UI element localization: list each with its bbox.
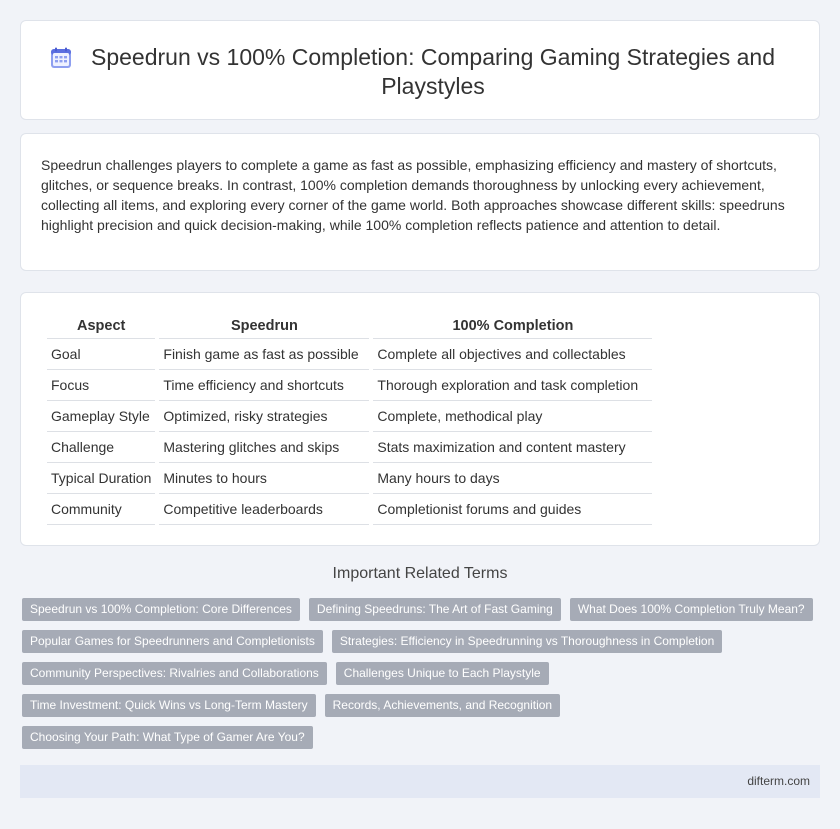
page-title: Speedrun vs 100% Completion: Comparing Gaming Strategies and Playstyles bbox=[91, 44, 775, 99]
related-term-link[interactable]: Time Investment: Quick Wins vs Long-Term Mastery bbox=[22, 694, 316, 717]
comparison-table bbox=[43, 312, 656, 525]
table-cell: Finish game as fast as possible bbox=[159, 339, 369, 370]
table-cell: Thorough exploration and task completion bbox=[373, 370, 652, 401]
table-cell: Time efficiency and shortcuts bbox=[159, 370, 369, 401]
related-term-link[interactable]: Challenges Unique to Each Playstyle bbox=[336, 662, 549, 685]
table-cell: Challenge bbox=[47, 432, 155, 463]
table-header-row bbox=[47, 312, 652, 339]
related-term-link[interactable]: Popular Games for Speedrunners and Completionists bbox=[22, 630, 323, 653]
table-row bbox=[47, 494, 652, 525]
table-row bbox=[47, 432, 652, 463]
table-row bbox=[47, 401, 652, 432]
table-row bbox=[47, 339, 652, 370]
table-row bbox=[47, 370, 652, 401]
column-header-speedrun: Speedrun bbox=[159, 312, 369, 339]
table-cell: Competitive leaderboards bbox=[159, 494, 369, 525]
intro-card bbox=[20, 133, 820, 271]
related-terms-heading: Important Related Terms bbox=[332, 565, 508, 582]
table-cell: Stats maximization and content mastery bbox=[373, 432, 652, 463]
table-cell: Goal bbox=[47, 339, 155, 370]
related-term-link[interactable]: Community Perspectives: Rivalries and Collaborations bbox=[22, 662, 327, 685]
table-cell: Focus bbox=[47, 370, 155, 401]
header-card bbox=[20, 20, 820, 120]
column-header-completion: 100% Completion bbox=[373, 312, 652, 339]
related-term-link[interactable]: Choosing Your Path: What Type of Gamer Are You? bbox=[22, 726, 313, 749]
table-cell: Completionist forums and guides bbox=[373, 494, 652, 525]
related-term-link[interactable]: What Does 100% Completion Truly Mean? bbox=[570, 598, 813, 621]
related-terms-list bbox=[22, 598, 822, 749]
comparison-table-card bbox=[20, 292, 820, 546]
table-cell: Minutes to hours bbox=[159, 463, 369, 494]
related-term-link[interactable]: Speedrun vs 100% Completion: Core Differences bbox=[22, 598, 300, 621]
table-cell: Mastering glitches and skips bbox=[159, 432, 369, 463]
table-cell: Gameplay Style bbox=[47, 401, 155, 432]
column-header-aspect: Aspect bbox=[47, 312, 155, 339]
footer bbox=[20, 765, 820, 798]
related-term-link[interactable]: Records, Achievements, and Recognition bbox=[325, 694, 560, 717]
table-cell: Optimized, risky strategies bbox=[159, 401, 369, 432]
table-row bbox=[47, 463, 652, 494]
table-cell: Many hours to days bbox=[373, 463, 652, 494]
related-term-link[interactable]: Defining Speedruns: The Art of Fast Gaming bbox=[309, 598, 561, 621]
table-cell: Community bbox=[47, 494, 155, 525]
intro-paragraph: Speedrun challenges players to complete a game as fast as possible, emphasizing efficiency and mastery of shortcuts, glitches, or sequence breaks. In contrast, 100% completion demands thoroughness by unlocking every achievement, collecting all items, and exploring every corner of the game world. Both approaches showcase different skills: speedruns highlight precision and quick decision-making, while 100% completion reflects patience and attention to detail. bbox=[41, 157, 785, 233]
footer-site-link[interactable]: difterm.com bbox=[747, 774, 810, 788]
table-cell: Typical Duration bbox=[47, 463, 155, 494]
table-cell: Complete, methodical play bbox=[373, 401, 652, 432]
related-term-link[interactable]: Strategies: Efficiency in Speedrunning vs Thoroughness in Completion bbox=[332, 630, 722, 653]
table-cell: Complete all objectives and collectables bbox=[373, 339, 652, 370]
